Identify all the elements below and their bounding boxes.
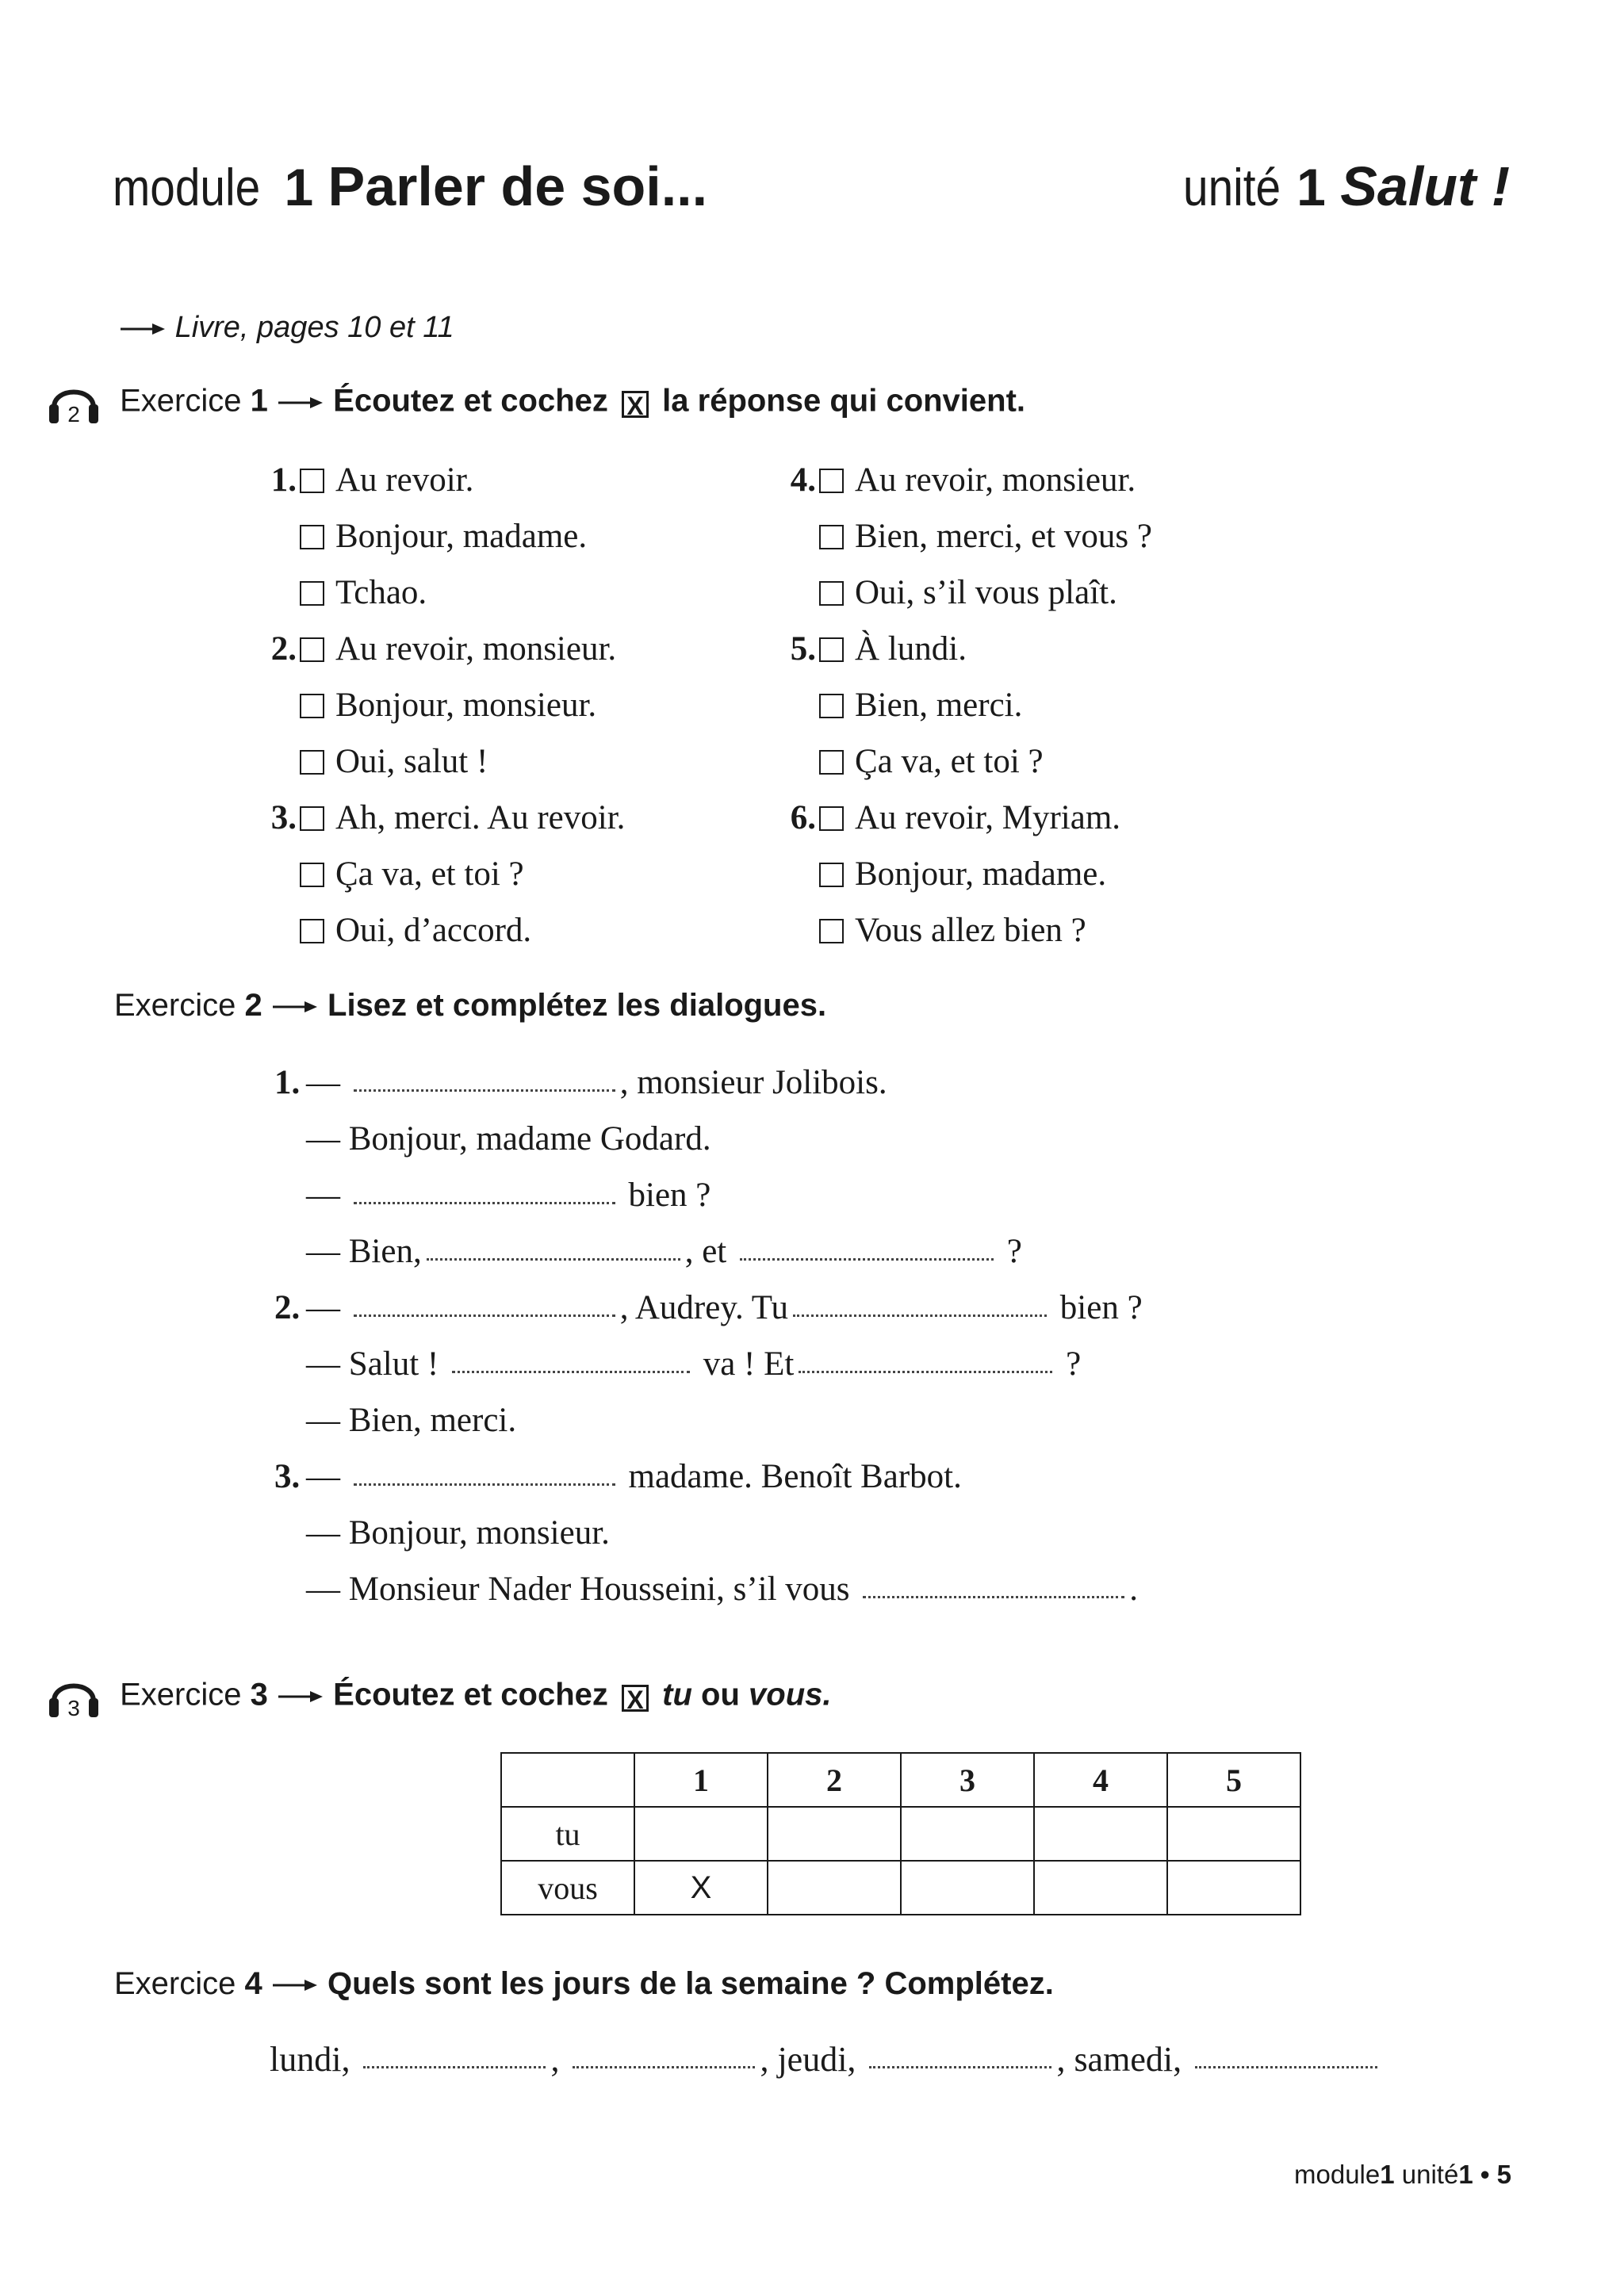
option-label: Bonjour, madame. <box>855 855 1107 893</box>
blank-field[interactable] <box>740 1249 994 1261</box>
question-number: 2. <box>270 630 297 668</box>
blank-field[interactable] <box>427 1249 680 1261</box>
answer-cell[interactable] <box>1034 1807 1167 1861</box>
option-label: Bien, merci, et vous ? <box>855 518 1152 555</box>
tu-vous-table <box>500 1752 1301 1915</box>
dialogue-number: 1. <box>274 1064 301 1101</box>
question-1-option <box>262 508 625 564</box>
blank-field[interactable] <box>354 1305 615 1317</box>
day-text: , <box>550 2040 560 2079</box>
dash: — <box>306 1458 340 1495</box>
blank-field[interactable] <box>1195 2057 1377 2068</box>
dash: — <box>306 1233 340 1270</box>
weekdays-line <box>270 2039 1382 2080</box>
checkbox[interactable] <box>819 469 844 493</box>
exercise-1-heading <box>48 377 1025 428</box>
question-1 <box>262 452 625 508</box>
blank-field[interactable] <box>452 1361 690 1373</box>
dialogue-line <box>274 1280 1143 1336</box>
unit-word: unité <box>1183 158 1281 216</box>
instruction-text: Écoutez et cochez <box>333 1677 608 1712</box>
column-header: 2 <box>768 1753 901 1807</box>
question-5-option <box>781 677 1152 733</box>
reference-text: Livre, pages 10 et 11 <box>174 311 454 344</box>
blank-field[interactable] <box>354 1192 615 1204</box>
footer-module-number: 1 <box>1380 2160 1395 2189</box>
option-label: Bonjour, madame. <box>335 518 588 555</box>
dialogue-text: Bonjour, monsieur. <box>348 1514 610 1552</box>
day-text: , jeudi, <box>760 2040 856 2079</box>
blank-field[interactable] <box>793 1305 1047 1317</box>
instruction-text: ou <box>701 1677 740 1712</box>
blank-field[interactable] <box>573 2057 755 2068</box>
dialogue-text: Salut ! <box>348 1345 439 1383</box>
checkbox[interactable] <box>300 637 324 662</box>
exercise-number: 3 <box>250 1677 268 1712</box>
option-label: Oui, d’accord. <box>335 912 532 949</box>
option-label: Bonjour, monsieur. <box>335 687 597 724</box>
exercise-2-dialogues <box>274 1054 1143 1617</box>
footer-module: module <box>1294 2160 1381 2189</box>
blank-field[interactable] <box>869 2057 1051 2068</box>
dialogue-text: , et <box>684 1233 727 1270</box>
blank-field[interactable] <box>799 1361 1052 1373</box>
blank-field[interactable] <box>354 1080 615 1092</box>
footer-unit-number: 1 <box>1458 2160 1473 2189</box>
arrow-right-icon <box>119 321 167 337</box>
option-label: Tchao. <box>335 574 427 611</box>
checkbox[interactable] <box>819 919 844 943</box>
checkbox[interactable] <box>300 863 324 887</box>
question-number: 3. <box>270 799 297 836</box>
option-tu: tu <box>662 1677 692 1712</box>
headphones-icon <box>48 377 100 428</box>
answer-cell[interactable] <box>1167 1807 1300 1861</box>
dialogue-number: 3. <box>274 1458 301 1495</box>
dialogue-line <box>274 1167 1143 1223</box>
module-heading <box>113 155 707 218</box>
checkbox[interactable] <box>300 750 324 775</box>
question-2 <box>262 621 625 677</box>
question-number: 6. <box>790 799 816 836</box>
module-number: 1 <box>284 158 314 216</box>
book-reference <box>119 311 454 345</box>
question-5-option <box>781 733 1152 790</box>
question-6-option <box>781 902 1152 959</box>
dialogue-text: Bien, <box>348 1233 422 1270</box>
option-label: Au revoir, Myriam. <box>855 799 1121 836</box>
page-footer <box>1294 2160 1511 2190</box>
checkbox[interactable] <box>300 919 324 943</box>
question-4 <box>781 452 1152 508</box>
dialogue-line <box>274 1111 1143 1167</box>
dash: — <box>306 1289 340 1326</box>
dialogue-text: bien ? <box>1059 1289 1143 1326</box>
dialogue-line <box>274 1505 1143 1561</box>
dialogue-text: Bonjour, madame Godard. <box>348 1120 711 1158</box>
module-title: Parler de soi... <box>327 155 708 217</box>
dialogue-text: madame. Benoît Barbot. <box>628 1458 962 1495</box>
table-row-vous <box>501 1861 1300 1915</box>
table-header-row <box>501 1753 1300 1807</box>
unit-heading <box>1183 155 1510 218</box>
question-6-option <box>781 846 1152 902</box>
checkbox[interactable] <box>300 469 324 493</box>
question-5 <box>781 621 1152 677</box>
column-header: 1 <box>634 1753 768 1807</box>
checkbox[interactable] <box>819 525 844 549</box>
headphones-icon <box>48 1671 100 1722</box>
dialogue-text: bien ? <box>628 1177 711 1214</box>
table-corner <box>501 1753 634 1807</box>
row-label: tu <box>501 1807 634 1861</box>
dialogue-text: , monsieur Jolibois. <box>619 1064 887 1101</box>
exercise-4-heading <box>114 1966 1054 2002</box>
blank-field[interactable] <box>363 2057 546 2068</box>
footer-unit: unité <box>1401 2160 1459 2189</box>
arrow-right-icon <box>271 1977 319 1993</box>
column-header: 3 <box>901 1753 1034 1807</box>
answer-cell[interactable] <box>768 1807 901 1861</box>
instruction-text: la réponse qui convient. <box>662 383 1026 419</box>
answer-cell[interactable] <box>768 1861 901 1915</box>
dialogue-text: Bien, merci. <box>348 1402 517 1439</box>
instruction-text: Lisez et complétez les dialogues. <box>327 988 827 1023</box>
day-text: , samedi, <box>1056 2040 1182 2079</box>
dialogue-text: Monsieur Nader Housseini, s’il vous <box>348 1571 850 1608</box>
option-label: Au revoir. <box>335 461 474 499</box>
checkbox[interactable] <box>819 863 844 887</box>
checkbox[interactable] <box>300 806 324 831</box>
question-1-option <box>262 564 625 621</box>
dash: — <box>306 1177 340 1214</box>
checkbox[interactable] <box>819 750 844 775</box>
checkbox[interactable] <box>819 637 844 662</box>
page-number: 5 <box>1496 2160 1511 2189</box>
exercise-2-heading <box>114 988 826 1024</box>
dialogue-line <box>274 1561 1143 1617</box>
exercise-1-right-column <box>781 452 1152 959</box>
answer-cell-checked[interactable]: X <box>634 1861 768 1915</box>
day-text: lundi, <box>270 2040 350 2079</box>
question-2-option <box>262 677 625 733</box>
dialogue-text: , Audrey. Tu <box>619 1289 789 1326</box>
blank-field[interactable] <box>863 1586 1124 1598</box>
instruction-text: Écoutez et cochez <box>333 383 608 419</box>
answer-cell[interactable] <box>1034 1861 1167 1915</box>
answer-cell[interactable] <box>901 1861 1034 1915</box>
question-3-option <box>262 846 625 902</box>
exercise-number: 4 <box>244 1966 262 2001</box>
dialogue-line <box>274 1392 1143 1448</box>
column-header: 4 <box>1034 1753 1167 1807</box>
question-3-option <box>262 902 625 959</box>
dash: — <box>306 1120 340 1158</box>
dash: — <box>306 1064 340 1101</box>
answer-cell[interactable] <box>1167 1861 1300 1915</box>
question-4-option <box>781 564 1152 621</box>
dialogue-text: ? <box>1066 1345 1082 1383</box>
dialogue-line <box>274 1054 1143 1111</box>
dash: — <box>306 1402 340 1439</box>
blank-field[interactable] <box>354 1474 615 1486</box>
checkbox[interactable] <box>819 694 844 718</box>
question-4-option <box>781 508 1152 564</box>
exercise-3-heading <box>48 1671 832 1722</box>
unit-title: Salut ! <box>1340 155 1511 217</box>
instruction-text: Quels sont les jours de la semaine ? Complétez. <box>327 1966 1054 2001</box>
option-label: Oui, salut ! <box>335 743 488 780</box>
option-label: Vous allez bien ? <box>855 912 1086 949</box>
checkbox[interactable] <box>300 581 324 606</box>
arrow-right-icon <box>271 999 319 1015</box>
answer-cell[interactable] <box>634 1807 768 1861</box>
unit-number: 1 <box>1297 158 1326 216</box>
option-vous: vous. <box>749 1677 832 1712</box>
dialogue-text: . <box>1129 1571 1139 1608</box>
track-number-3: 3 <box>67 1696 80 1720</box>
option-label: Oui, s’il vous plaît. <box>855 574 1117 611</box>
question-6 <box>781 790 1152 846</box>
module-word: module <box>113 158 261 216</box>
question-number: 4. <box>790 461 816 499</box>
arrow-right-icon <box>277 1689 324 1705</box>
checked-box-icon: X <box>622 391 649 418</box>
table-row-tu <box>501 1807 1300 1861</box>
dialogue-line <box>274 1336 1143 1392</box>
checked-box-icon: X <box>622 1685 649 1712</box>
dialogue-text: ? <box>1006 1233 1022 1270</box>
option-label: Ça va, et toi ? <box>335 855 524 893</box>
bullet: • <box>1480 2160 1490 2189</box>
checkbox[interactable] <box>819 806 844 831</box>
exercise-1-left-column <box>262 452 625 959</box>
exercise-number: 2 <box>244 988 262 1023</box>
checkbox[interactable] <box>300 525 324 549</box>
checkbox[interactable] <box>819 581 844 606</box>
dash: — <box>306 1571 340 1608</box>
exercise-label: Exercice <box>114 988 236 1023</box>
exercise-label: Exercice <box>120 383 242 419</box>
option-label: Ah, merci. Au revoir. <box>335 799 626 836</box>
question-3 <box>262 790 625 846</box>
row-label: vous <box>501 1861 634 1915</box>
exercise-label: Exercice <box>120 1677 242 1712</box>
exercise-label: Exercice <box>114 1966 236 2001</box>
answer-cell[interactable] <box>901 1807 1034 1861</box>
option-label: Ça va, et toi ? <box>855 743 1044 780</box>
dialogue-line <box>274 1448 1143 1505</box>
question-number: 1. <box>270 461 297 499</box>
dash: — <box>306 1514 340 1552</box>
option-label: Bien, merci. <box>855 687 1023 724</box>
dialogue-number: 2. <box>274 1289 301 1326</box>
checkbox[interactable] <box>300 694 324 718</box>
arrow-right-icon <box>277 395 324 411</box>
question-2-option <box>262 733 625 790</box>
column-header: 5 <box>1167 1753 1300 1807</box>
dialogue-line <box>274 1223 1143 1280</box>
question-number: 5. <box>790 630 816 668</box>
option-label: Au revoir, monsieur. <box>855 461 1136 499</box>
dialogue-text: va ! Et <box>703 1345 795 1383</box>
track-number-2: 2 <box>67 402 80 427</box>
option-label: À lundi. <box>855 630 967 668</box>
option-label: Au revoir, monsieur. <box>335 630 617 668</box>
dash: — <box>306 1345 340 1383</box>
exercise-number: 1 <box>250 383 268 419</box>
